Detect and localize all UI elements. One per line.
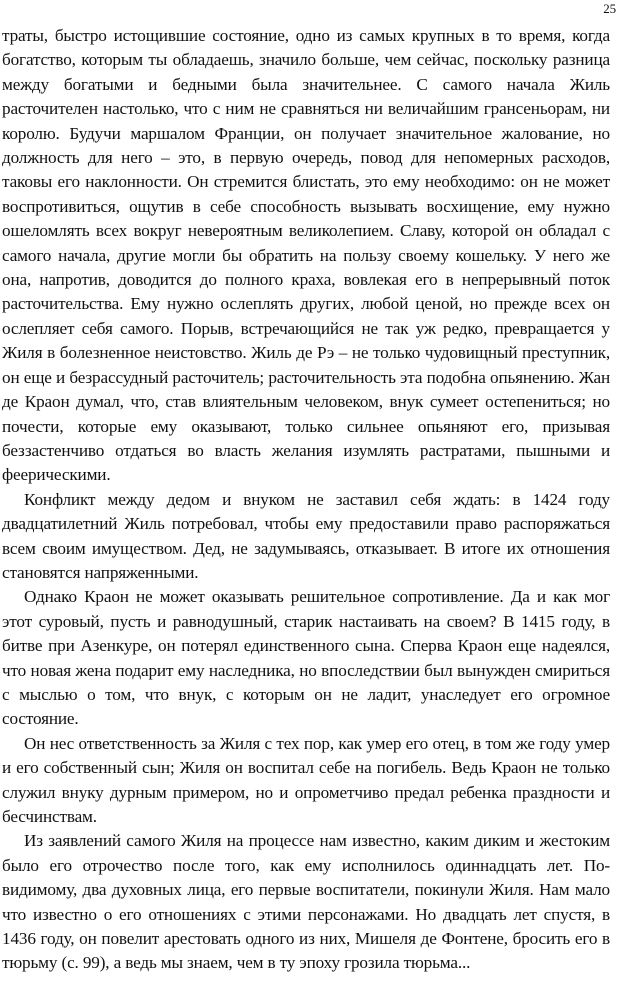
paragraph: Из заявлений самого Жиля на процессе нам известно, каким диким и жестоким было его отрочество после того, как ему исполнилось одиннадцать лет. По-видимому, два духовных лица, его первые воспитатели, покинули Жиля. Нам мало что известно о его отношениях с этими персонажами. Но двадцать лет спустя, в 1436 году, он повелит арестовать одного из них, Мишеля де Фонтене, бросить его в тюрьму (с. 99), а ведь мы знаем, чем в ту эпоху грозила тюрьма... [2,831,610,973]
paragraph: Конфликт между дедом и внуком не заставил себя ждать: в 1424 году двадцатилетний Жиль потребовал, чтобы ему предоставили право распоряжаться всем своим имуществом. Дед, не задумываясь, отказывает. В итоге их отношения становятся напряженными. [2,489,610,582]
paragraph: траты, быстро истощившие состояние, одно из самых крупных в то время, когда богатство, которым ты обладаешь, значило больше, чем сейчас, поскольку разница между богатыми и бедными была значительнее. С самого начала Жиль расточителен настолько, что с ним не сравняться ни величайшим грансеньорам, ни королю. Будучи маршалом Франции, он получает значительное жалование, но должность для него – это, в первую очередь, повод для непомерных расходов, таковы его наклонности. Он стремится блистать, это ему необходимо: он не может воспротивиться, ощутив в себе способность вызывать восхищение, ему нужно ошеломлять всех вокруг невероятным великолепием. Славу, которой он обладал с самого начала, другие могли бы обратить на пользу своему кошельку. У него же она, напротив, доводится до полного краха, вовлекая его в непрерывный поток расточительства. Ему нужно ослеплять других, любой ценой, но прежде всех он ослепляет себя самого. Порыв, встречающийся не так уж редко, превращается у Жиля в болезненное неистовство. Жиль де Рэ – не только чудовищный преступник, он еще и безрассудный расточитель; расточительность эта подобна опьянению. Жан де Краон думал, что, став влиятельным человеком, внук сумеет остепениться; но почести, которые ему оказывают, только сильнее опьяняют его, призывая беззастенчиво отдаться во власть желания изумлять растратами, пышными и феерическими. [2,26,610,485]
page-number: 25 [603,1,616,16]
paragraph: Однако Краон не может оказывать решительное сопротивление. Да и как мог этот суровый, пусть и равнодушный, старик настаивать на своем? В 1415 году, в битве при Азенкуре, он потерял единственного сына. Сперва Краон еще надеялся, что новая жена подарит ему наследника, но впоследствии был вынужден смириться с мыслью о том, что внук, с которым он не ладит, унаследует его огромное состояние. [2,587,610,729]
body-text [2,24,610,976]
paragraph: Он нес ответственность за Жиля с тех пор, как умер его отец, в том же году умер и его собственный сын; Жиля он воспитал себе на погибель. Ведь Краон не только служил внуку дурным примером, но и опрометчиво предал ребенка праздности и бесчинствам. [2,733,610,826]
